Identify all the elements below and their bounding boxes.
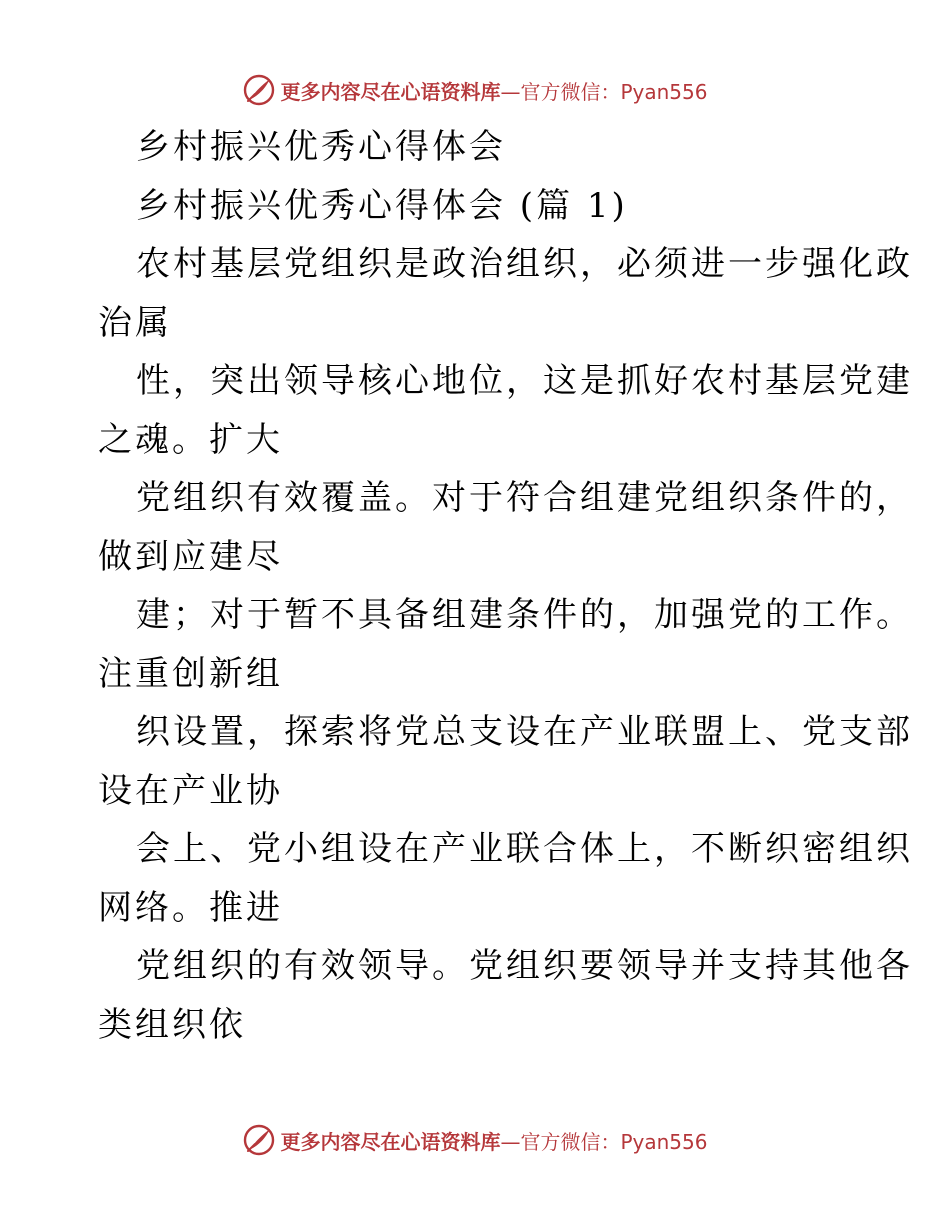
paragraph-line: 做到应建尽	[98, 536, 283, 577]
footer-banner-wechat-text: —官方微信：Pyan556	[500, 1129, 708, 1154]
header-banner	[0, 70, 950, 110]
paragraph-line: 党组织的有效领导。党组织要领导并支持其他各	[136, 946, 913, 986]
paragraph-line: 党组织有效覆盖。对于符合组建党组织条件的，	[136, 478, 913, 518]
paragraph-line: 之魂。扩大	[98, 419, 283, 460]
paragraph-line: 类组织依	[98, 1004, 246, 1045]
paragraph-line: 网络。推进	[98, 887, 283, 928]
document-subtitle: 乡村振兴优秀心得体会 (篇 1)	[136, 185, 628, 226]
document-body	[98, 118, 913, 1054]
document-title: 乡村振兴优秀心得体会	[136, 127, 506, 167]
paragraph-line: 农村基层党组织是政治组织，必须进一步强化政	[136, 244, 913, 284]
paragraph-line: 会上、党小组设在产业联合体上，不断织密组织	[136, 829, 913, 869]
feather-quill-logo-icon	[242, 73, 276, 107]
paragraph-line: 织设置，探索将党总支设在产业联盟上、党支部	[136, 712, 913, 752]
header-banner-wechat-text: —官方微信：Pyan556	[500, 79, 708, 104]
paragraph-line: 治属	[98, 302, 172, 343]
feather-quill-logo-icon	[242, 1123, 276, 1157]
paragraph-line: 注重创新组	[98, 653, 283, 694]
paragraph-line: 建；对于暂不具备组建条件的，加强党的工作。	[136, 595, 913, 635]
footer-banner-main-text: 更多内容尽在心语资料库	[280, 1129, 501, 1154]
footer-banner	[0, 1120, 950, 1160]
paragraph-line: 设在产业协	[98, 770, 283, 811]
paragraph-line: 性，突出领导核心地位，这是抓好农村基层党建	[136, 361, 913, 401]
header-banner-main-text: 更多内容尽在心语资料库	[280, 79, 501, 104]
